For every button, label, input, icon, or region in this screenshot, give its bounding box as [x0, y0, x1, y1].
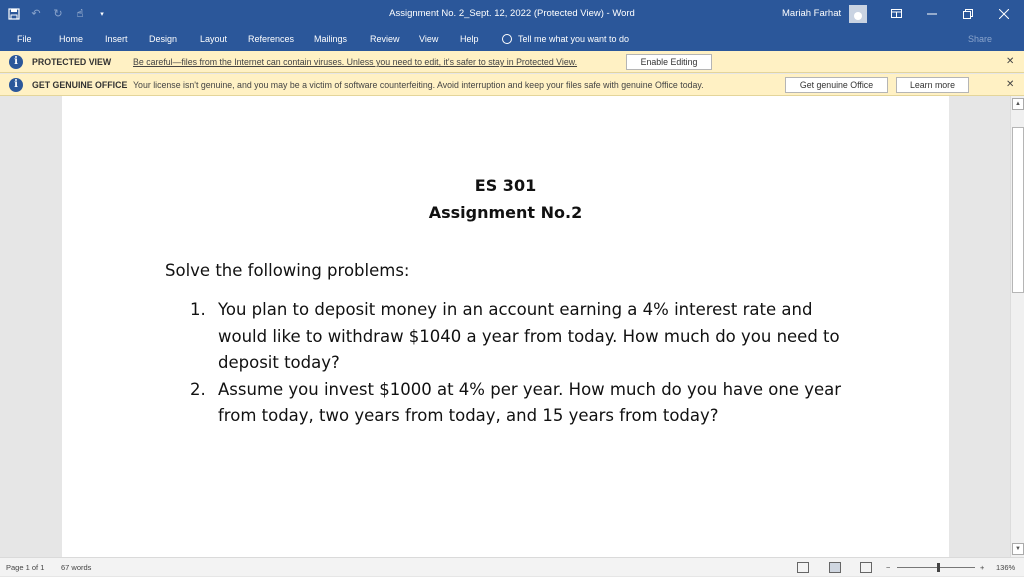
share-button[interactable]: Share: [968, 34, 993, 44]
assignment-heading: Assignment No.2: [428, 203, 583, 222]
status-bar: [0, 557, 1024, 576]
avatar[interactable]: [849, 5, 867, 23]
word-count[interactable]: 67 words: [61, 563, 92, 572]
save-icon[interactable]: [6, 6, 22, 22]
enable-editing-button[interactable]: Enable Editing: [626, 54, 712, 70]
document-area: [0, 96, 1010, 557]
close-icon[interactable]: ✕: [1006, 56, 1015, 67]
genuine-office-message: Your license isn't genuine, and you may be a victim of software counterfeiting. Avoid interruption and keep your files safe with genuine Office today.: [133, 80, 704, 90]
tab-references[interactable]: References: [248, 34, 295, 44]
problem-text: You plan to deposit money in an account earning a 4% interest rate and would like to withdraw $1040 a year from today. How much do you need to deposit today?: [218, 300, 840, 372]
get-genuine-office-button[interactable]: Get genuine Office: [785, 77, 888, 93]
user-account[interactable]: [782, 0, 867, 27]
genuine-office-label: GET GENUINE OFFICE: [32, 80, 128, 90]
protected-view-bar: [0, 51, 1024, 73]
genuine-office-bar: [0, 74, 1024, 96]
tab-home[interactable]: Home: [59, 34, 84, 44]
web-layout-icon[interactable]: [860, 562, 872, 573]
quick-access-toolbar: [0, 0, 110, 27]
scroll-down-icon[interactable]: ▼: [1012, 543, 1024, 555]
close-icon[interactable]: ✕: [1006, 79, 1015, 90]
zoom-slider[interactable]: [897, 567, 975, 568]
list-number: 1.: [190, 300, 206, 319]
info-icon: i: [9, 55, 23, 69]
window-title-container: [0, 0, 1024, 27]
tab-help[interactable]: Help: [460, 34, 479, 44]
list-item: [190, 297, 850, 377]
tab-review[interactable]: Review: [370, 34, 400, 44]
scroll-up-icon[interactable]: ▲: [1012, 98, 1024, 110]
vertical-scrollbar[interactable]: [1010, 96, 1024, 557]
info-icon: i: [9, 78, 23, 92]
zoom-in-button[interactable]: +: [980, 563, 985, 572]
problem-list: [190, 297, 850, 430]
tab-design[interactable]: Design: [149, 34, 178, 44]
tab-insert[interactable]: Insert: [105, 34, 128, 44]
redo-icon[interactable]: ↻: [53, 8, 63, 20]
undo-icon[interactable]: ↶: [31, 8, 41, 20]
tab-mailings[interactable]: Mailings: [314, 34, 348, 44]
ribbon-tabs: [0, 27, 1024, 51]
read-mode-icon[interactable]: [797, 562, 809, 573]
tell-me-text: Tell me what you want to do: [518, 34, 630, 44]
tab-layout[interactable]: Layout: [200, 34, 228, 44]
title-bar: [0, 0, 1024, 27]
chevron-down-icon[interactable]: ▾: [100, 10, 104, 18]
protected-view-label: PROTECTED VIEW: [32, 57, 112, 67]
course-heading: ES 301: [474, 176, 537, 195]
user-name: Mariah Farhat: [782, 8, 842, 19]
learn-more-button[interactable]: Learn more: [896, 77, 969, 93]
restore-icon[interactable]: [950, 0, 986, 27]
zoom-out-button[interactable]: −: [886, 563, 891, 572]
print-layout-icon[interactable]: [829, 562, 841, 573]
ribbon-display-options-icon[interactable]: [878, 0, 914, 27]
tell-me-search[interactable]: [502, 27, 629, 51]
list-number: 2.: [190, 379, 206, 399]
page-count[interactable]: Page 1 of 1: [6, 563, 45, 572]
lightbulb-icon: [502, 34, 512, 44]
close-icon[interactable]: [986, 0, 1022, 27]
window-title: Assignment No. 2_Sept. 12, 2022 (Protected View) - Word: [389, 8, 635, 19]
document-page[interactable]: [62, 96, 949, 557]
zoom-level[interactable]: 136%: [996, 563, 1016, 572]
list-item: [190, 377, 850, 430]
touch-mode-icon[interactable]: ☝: [76, 8, 84, 20]
zoom-slider-thumb[interactable]: [937, 563, 940, 572]
protected-view-message[interactable]: Be careful—files from the Internet can contain viruses. Unless you need to edit, it's safer to stay in Protected View.: [133, 57, 578, 67]
problem-text: Assume you invest $1000 at 4% per year. How much do you have one year from today, two years from today, and 15 years from today?: [218, 379, 842, 425]
minimize-icon[interactable]: [914, 0, 950, 27]
tab-view[interactable]: View: [419, 34, 439, 44]
scroll-thumb[interactable]: [1012, 127, 1024, 293]
intro-text: Solve the following problems:: [165, 261, 410, 280]
tab-file[interactable]: File: [17, 34, 32, 44]
